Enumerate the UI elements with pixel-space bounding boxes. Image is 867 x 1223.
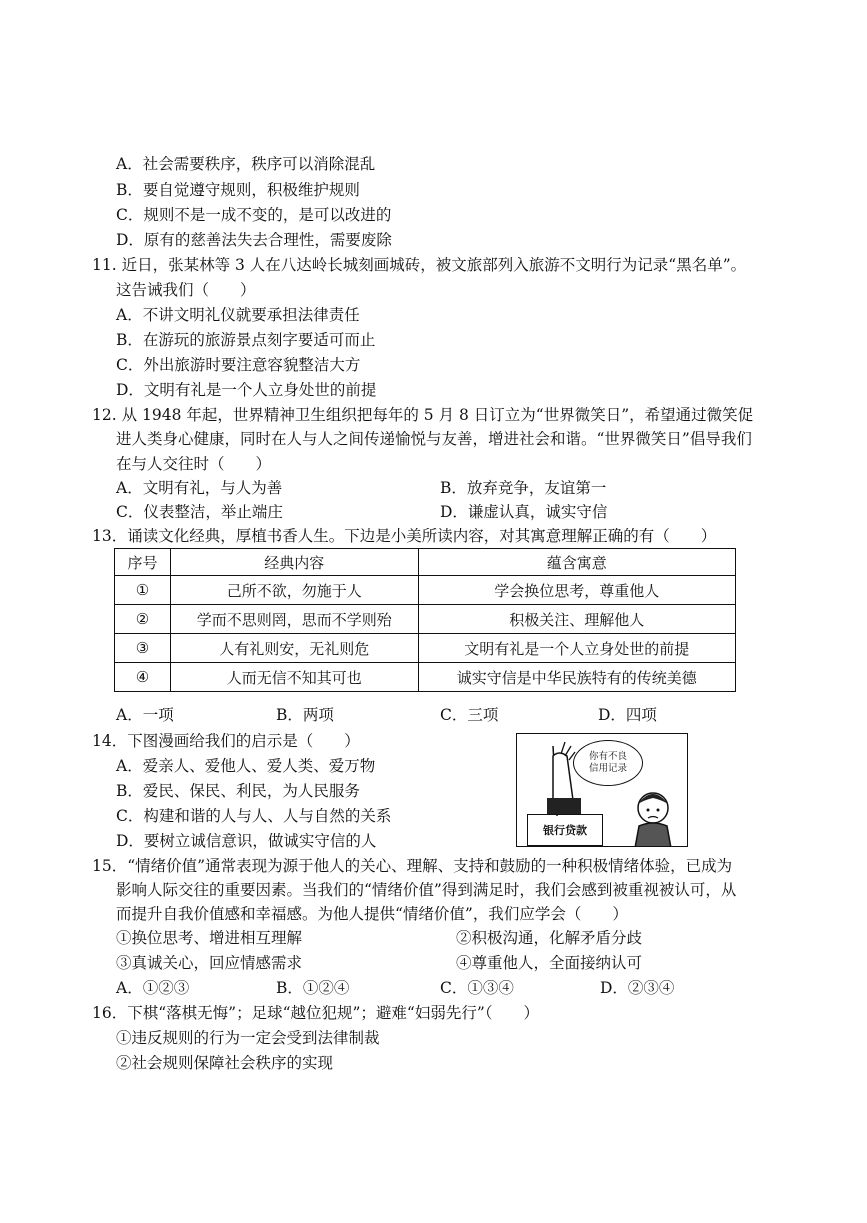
row-meaning: 文明有礼是一个人立身处世的前提	[418, 634, 735, 663]
q14-option-b: B．爱民、保民、利民，为人民服务	[116, 782, 360, 800]
table-row	[115, 634, 736, 663]
q15-stem-line-2: 影响人际交往的重要因素。当我们的“情绪价值”得到满足时，我们会感到被重视被认可，从	[116, 881, 737, 899]
q12-stem-line-2: 进人类身心健康，同时在人与人之间传递愉悦与友善，增进社会和谐。“世界微笑日”倡导我们	[116, 430, 752, 448]
q15-item-2: ②积极沟通，化解矛盾分歧	[456, 929, 643, 947]
row-content: 学而不思则罔，思而不学则殆	[170, 605, 418, 634]
q10-option-b: B．要自觉遵守规则，积极维护规则	[116, 181, 360, 199]
row-meaning: 学会换位思考，尊重他人	[418, 576, 735, 605]
q15-option-a: A．①②③	[116, 979, 190, 997]
q13-option-b: B．两项	[276, 706, 334, 724]
q11-stem-line-1: 11. 近日，张某林等 3 人在八达岭长城刻画城砖，被文旅部列入旅游不文明行为记录“黑名单”。	[92, 256, 747, 274]
header-meaning: 蕴含寓意	[418, 549, 735, 576]
header-classic-content: 经典内容	[170, 549, 418, 576]
table-row	[115, 663, 736, 692]
table-header-row	[115, 549, 736, 576]
q14-option-d: D．要树立诚信意识，做诚实守信的人	[116, 832, 377, 850]
q16-stem: 16．下棋“落棋无悔”；足球“越位犯规”；避难“妇弱先行”（ ）	[92, 1004, 540, 1022]
q11-option-c: C．外出旅游时要注意容貌整洁大方	[116, 356, 361, 374]
table-row	[115, 605, 736, 634]
speech-bubble	[573, 740, 643, 786]
q12-stem-line-1: 12. 从 1948 年起，世界精神卫生组织把每年的 5 月 8 日订立为“世界微笑日”，希望通过微笑促	[92, 406, 754, 424]
row-meaning: 积极关注、理解他人	[418, 605, 735, 634]
speech-bubble-line-1: 你有不良	[588, 751, 627, 762]
table-row	[115, 576, 736, 605]
q11-option-d: D．文明有礼是一个人立身处世的前提	[116, 381, 377, 399]
q11-option-b: B．在游玩的旅游景点刻字要适可而止	[116, 331, 376, 349]
q15-option-d: D．②③④	[600, 979, 675, 997]
q13-option-c: C．三项	[440, 706, 499, 724]
q11-option-a: A．不讲文明礼仪就要承担法律责任	[116, 306, 360, 324]
q11-stem-line-2: 这告诫我们（ ）	[116, 281, 256, 299]
q14-option-a: A．爱亲人、爱他人、爱人类、爱万物	[116, 757, 376, 775]
row-number: ①	[115, 576, 171, 605]
q12-stem-line-3: 在与人交往时（ ）	[116, 455, 272, 473]
q13-stem: 13．诵读文化经典，厚植书香人生。下边是小美所读内容，对其寓意理解正确的有（ ）	[92, 527, 717, 545]
q12-option-d: D．谦虚认真，诚实守信	[440, 503, 608, 521]
q15-stem-line-3: 而提升自我价值感和幸福感。为他人提供“情绪价值”，我们应学会（ ）	[116, 905, 628, 923]
q14-stem: 14．下图漫画给我们的启示是（ ）	[92, 732, 360, 750]
q13-option-a: A．一项	[116, 706, 174, 724]
row-content: 己所不欲，勿施于人	[170, 576, 418, 605]
q13-table	[114, 548, 736, 692]
q15-item-1: ①换位思考、增进相互理解	[116, 929, 303, 947]
q15-stem-line-1: 15．“情绪价值”通常表现为源于他人的关心、理解、支持和鼓励的一种积极情绪体验，已成为	[92, 857, 733, 875]
q15-item-3: ③真诚关心，回应情感需求	[116, 954, 303, 972]
q10-option-d: D．原有的慈善法失去合理性，需要废除	[116, 231, 392, 249]
row-number: ④	[115, 663, 171, 692]
q10-option-a: A．社会需要秩序，秩序可以消除混乱	[116, 155, 376, 173]
row-meaning: 诚实守信是中华民族特有的传统美德	[418, 663, 735, 692]
row-number: ③	[115, 634, 171, 663]
q15-item-4: ④尊重他人，全面接纳认可	[456, 954, 643, 972]
q13-option-d: D．四项	[598, 706, 657, 724]
q14-option-c: C．构建和谐的人与人、人与自然的关系	[116, 807, 392, 825]
q10-option-c: C．规则不是一成不变的，是可以改进的	[116, 206, 392, 224]
q12-option-a: A．文明有礼，与人为善	[116, 479, 283, 497]
row-content: 人而无信不知其可也	[170, 663, 418, 692]
q14-cartoon	[516, 733, 688, 847]
bank-loan-counter-sign: 银行贷款	[527, 814, 603, 846]
q16-item-2: ②社会规则保障社会秩序的实现	[116, 1054, 334, 1072]
q15-option-b: B．①②④	[276, 979, 350, 997]
q12-option-b: B．放弃竞争，友谊第一	[440, 479, 607, 497]
q12-option-c: C．仪表整洁，举止端庄	[116, 503, 283, 521]
header-number: 序号	[115, 549, 171, 576]
row-number: ②	[115, 605, 171, 634]
row-content: 人有礼则安，无礼则危	[170, 634, 418, 663]
q16-item-1: ①违反规则的行为一定会受到法律制裁	[116, 1029, 380, 1047]
speech-bubble-line-2: 信用记录	[588, 763, 627, 774]
q15-option-c: C．①③④	[440, 979, 514, 997]
